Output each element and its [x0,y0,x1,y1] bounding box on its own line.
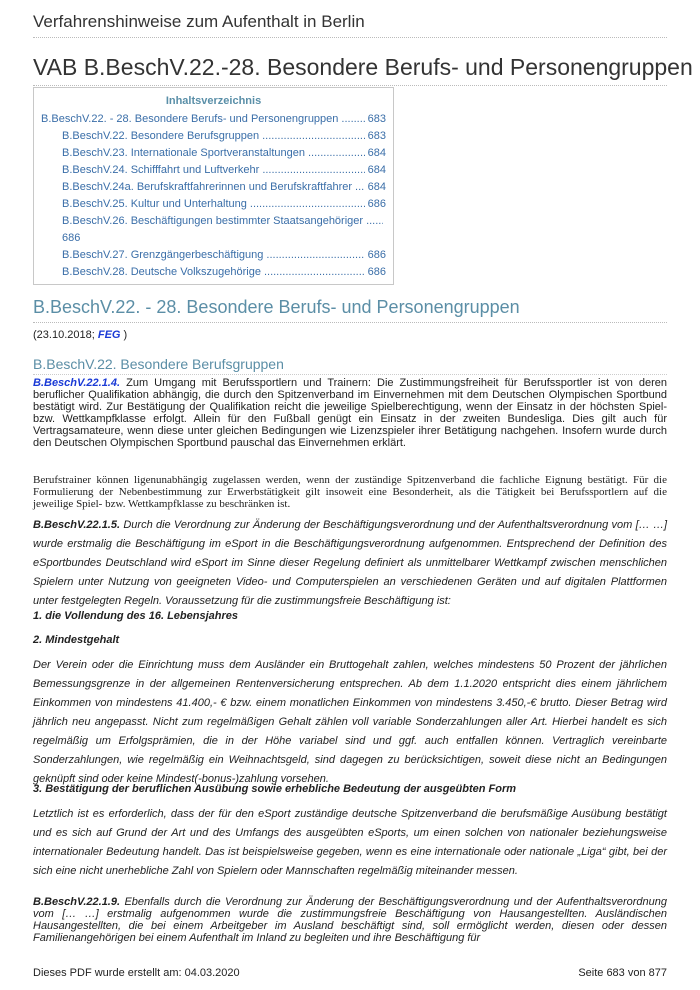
toc-entry[interactable]: B.BeschV.22. Besondere Berufsgruppen ..... 683 [34,128,393,145]
toc-entry[interactable]: B.BeschV.28. Deutsche Volkszugehörige ..... 686 [34,264,393,281]
paragraph-mindestgehalt: Der Verein oder die Einrichtung muss dem Ausländer ein Bruttogehalt zahlen, welches mindestens 50 Prozent der jährlichen Bemessungsgrenze in der allgemeinen Rentenversicherung entsprechen. Ab dem 1.1.2020 entspricht dies einem jährlichem Einkommen von mindestens 41.400,- € bzw. einem monatlichen Einkommen von mindestens 3.450,-€ brutto. Dieser Betrag wird jährlich neu angepasst. Nicht zum regelmäßigen Gehalt zählen voll variable Sonderzahlungen aller Art. Hierbei handelt es sich regelmäßig um Erfolgsprämien, die in der Höhe variabel sind und ggf. auch entfallen können. Vertraglich vereinbarte Sonderzahlungen, wie regelmäßig ein Weihnachtsgeld, sind dagegen zu berücksichtigen, soweit diese nicht an Bedingungen geknüpft sind oder keine Mindest(-bonus-)zahlung vorsehen. [33,659,667,785]
date: 23.10.2018 [36,329,92,341]
paragraph-bestaetigung: Letztlich ist es erforderlich, dass der für den eSport zuständige deutsche Spitzenverband die berufsmäßige Ausübung bestätigt und es sich auf Grund der Art und des Umfangs des ausgeübten eSports, um einen solchen von nationaler beziehungsweise internationaler Bedeutung handelt. Das ist beispielsweise gegeben, wenn es eine internationale oder nationale „Liga“ gibt, bei der sich eine nicht unerhebliche Zahl von Spielern oder Mannschaften regelmäßig miteinander messen. [33,808,667,877]
paragraph-reference[interactable]: B.BeschV.22.1.4. [33,377,121,389]
table-of-contents [33,87,394,285]
paragraph-22-1-5: B.BeschV.22.1.5. Durch die Verordnung zur Änderung der Beschäftigungsverordnung und der Aufenthaltsverordnung vom [… …] wurde erstmalig die Beschäftigung im eSport in die Beschäftigungsverordnung aufgenommen. Entsprechend der Definition des eSportbundes Deutschland wird eSport im Sinne dieser Regelung definiert als unmittelbarer Wettkampf zwischen menschlichen Spielern unter Nutzung von geeigneten Video- und Computerspielen an verschiedenen Geräten und auf digitalen Plattformen unter festgelegten Regeln. Voraussetzung für die zustimmungsfreie Beschäftigung ist: [33,519,668,607]
running-header: Verfahrenshinweise zum Aufenthalt in Berlin [33,12,667,38]
paragraph-22-1-4: B.BeschV.22.1.4. Zum Umgang mit Berufssportlern und Trainern: Die Zustimmungsfreiheit für Berufssportler ist von deren beruflicher Qualifikation abhängig, die durch den Spitzenverband im Einvernehmen mit dem Deutschen Olympischen Sportbund bestätigt wird. Zur Bestätigung der Qualifikation reicht die jeweilige Spielberechtigung, wenn der Einsatz in der höchsten Spiel- bzw. Wettkampfklasse erfolgt. Allein für den Fußball genügt ein Einsatz in der zweiten Bundesliga. Dies gilt auch für Vertragsamateure, wenn diese unter gleichen Bedingungen wie Lizenzspieler ihrer Betätigung nachgehen. Insofern wurde durch den Deutschen Olympischen Sportbund pauschal das Einvernehmen erklärt. [33,377,668,449]
footer-created-date: Dieses PDF wurde erstellt am: 04.03.2020 [33,967,240,979]
paragraph-reference: B.BeschV.22.1.9. [33,896,121,908]
subsection-title: B.BeschV.22. Besondere Berufsgruppen [33,356,667,375]
toc-entry[interactable]: B.BeschV.22. - 28. Besondere Berufs- und Personengruppen ..... 683 [34,111,393,128]
toc-entry[interactable]: B.BeschV.27. Grenzgängerbeschäftigung ..... 686 [34,247,393,264]
toc-entry[interactable]: B.BeschV.25. Kultur und Unterhaltung ..... 686 [34,196,393,213]
requirement-heading-3: 3. Bestätigung der beruflichen Ausübung sowie erhebliche Bedeutung der ausgeübten Form [33,783,517,795]
main-title: VAB B.BeschV.22.-28. Besondere Berufs- und Personengruppen [33,54,667,86]
requirement-heading-1: 1. die Vollendung des 16. Lebensjahres [33,610,238,622]
requirement-heading-2: 2. Mindestgehalt [33,634,120,646]
paragraph-trainer: Berufstrainer können ligenunabhängig zugelassen werden, wenn der zuständige Spitzenverband die fachliche Eignung bestätigt. Für die Formulierung der Nebenbestimmung zur Erwerbstätigkeit gilt insoweit eine Besonderheit, als die Tätigkeit bei Berufssportlern auf die jeweilige Spiel- bzw. Wettkampfklasse zu beschränken ist. [33,474,667,510]
paragraph-reference: B.BeschV.22.1.5. [33,519,121,531]
footer-page-number: Seite 683 von 877 [578,967,667,979]
toc-entry[interactable]: B.BeschV.26. Beschäftigungen bestimmter Staatsangehöriger ..... [34,213,393,230]
section-title: B.BeschV.22. - 28. Besondere Berufs- und Personengruppen [33,297,667,323]
toc-title: Inhaltsverzeichnis [165,95,262,107]
toc-entry[interactable]: B.BeschV.24a. Berufskraftfahrerinnen und Berufskraftfahrer ..... 684 [34,179,393,196]
toc-entry[interactable]: B.BeschV.24. Schifffahrt und Luftverkehr ..... 684 [34,162,393,179]
date-line: (23.10.2018; FEG ) [33,329,128,341]
paragraph-22-1-9: B.BeschV.22.1.9. Ebenfalls durch die Verordnung zur Änderung der Beschäftigungsverordnung und der Aufenthaltsverordnung vom [… …] erstmalig aufgenommen wurde die zustimmungsfreie Beschäftigung von Hausangestellten. Ausländischen Hausangestellten, die bei einem Arbeitgeber im Ausland beschäftigt sind, soll ermöglicht werden, diesen oder dessen Familienangehörigen bei einem Aufenthalt im Inland zu begleiten und ihre Beschäftigung für [33,896,668,944]
toc-entry[interactable]: B.BeschV.23. Internationale Sportveranstaltungen ..... 684 [34,145,393,162]
author-link[interactable]: FEG [97,329,121,341]
toc-entry-page-wrap[interactable]: 686 [62,232,81,244]
